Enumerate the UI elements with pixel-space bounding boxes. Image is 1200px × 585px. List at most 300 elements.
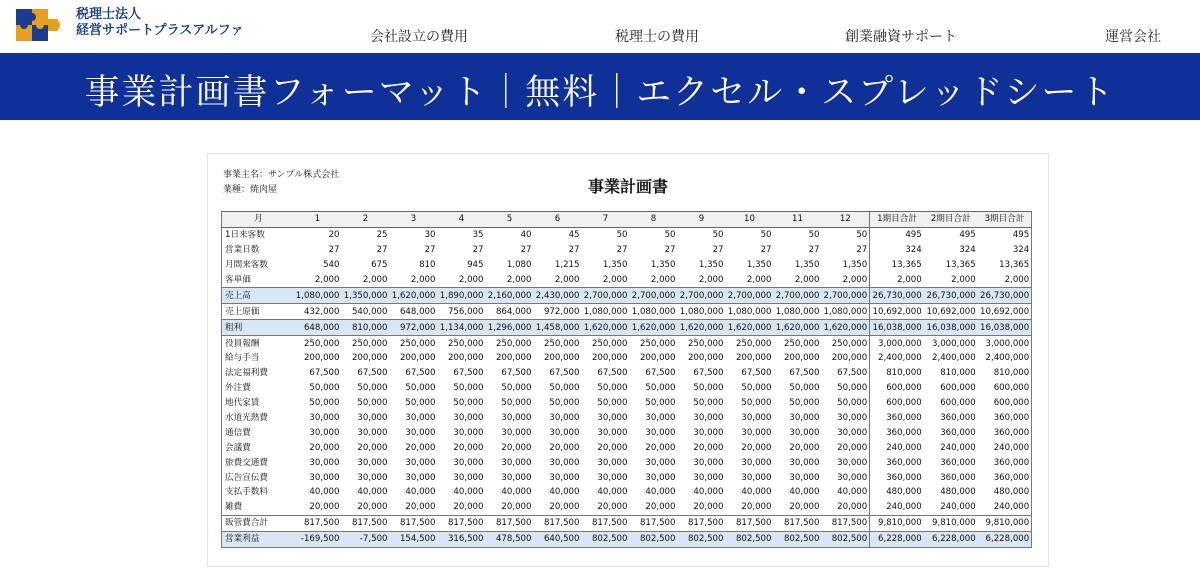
row-label: 会議費 bbox=[225, 442, 251, 453]
table-cell: 6,228,000 bbox=[870, 531, 924, 547]
table-cell: 648,000 bbox=[399, 306, 436, 317]
table-cell: 2,700,000 bbox=[630, 288, 678, 304]
table-cell: 26,730,000 bbox=[870, 288, 924, 304]
table-cell: 50,000 bbox=[741, 383, 772, 394]
row-label: 地代家賃 bbox=[225, 398, 260, 409]
table-cell: 30,000 bbox=[837, 413, 868, 424]
owner-name: 事業主名：サンプル株式会社 bbox=[223, 170, 340, 180]
table-cell: 600,000 bbox=[940, 383, 976, 394]
table-cell: 802,500 bbox=[774, 531, 822, 547]
table-cell: 50,000 bbox=[837, 383, 868, 394]
table-cell: 2,000 bbox=[362, 275, 388, 285]
table-cell: 50,000 bbox=[789, 383, 820, 394]
table-cell: 40,000 bbox=[645, 487, 676, 498]
table-cell: 30,000 bbox=[789, 427, 820, 438]
table-cell: 1,620,000 bbox=[630, 320, 678, 336]
table-cell: 1,080,000 bbox=[294, 288, 342, 304]
table-cell: 30,000 bbox=[501, 427, 532, 438]
table-cell: 810,000 bbox=[993, 368, 1030, 379]
table-cell: 16,038,000 bbox=[978, 320, 1032, 336]
table-cell: 50 bbox=[856, 230, 868, 241]
table-row bbox=[222, 531, 1032, 547]
table-cell: 20 bbox=[328, 230, 340, 241]
table-cell: 30,000 bbox=[789, 472, 820, 483]
table-cell: 50,000 bbox=[597, 398, 628, 409]
table-cell: 817,500 bbox=[774, 515, 822, 531]
table-cell: 240,000 bbox=[870, 500, 924, 515]
table-cell: 495 bbox=[870, 227, 924, 242]
table-cell: 40,000 bbox=[789, 487, 820, 498]
table-cell: 200,000 bbox=[783, 353, 820, 364]
table-cell: 30,000 bbox=[693, 472, 724, 483]
table-cell: 1,620,000 bbox=[678, 320, 726, 336]
table-cell: 1,080,000 bbox=[727, 306, 772, 317]
table-cell: 50,000 bbox=[453, 398, 484, 409]
table-cell: 30,000 bbox=[357, 427, 388, 438]
table-cell: 50 bbox=[664, 230, 676, 241]
table-cell: 30,000 bbox=[645, 413, 676, 424]
table-cell: 30,000 bbox=[741, 413, 772, 424]
table-cell: 30 bbox=[424, 230, 436, 241]
table-cell: 1,350 bbox=[698, 260, 724, 271]
table-cell: 495 bbox=[1012, 230, 1030, 241]
table-cell: 30,000 bbox=[597, 413, 628, 424]
table-cell: 40,000 bbox=[501, 487, 532, 498]
table-cell: 2,430,000 bbox=[534, 288, 582, 304]
row-label: 支払手数料 bbox=[225, 487, 268, 498]
table-header-row bbox=[222, 212, 1032, 228]
table-cell: 802,500 bbox=[726, 531, 774, 547]
table-row bbox=[222, 515, 1032, 531]
table-cell: 27 bbox=[664, 245, 676, 256]
table-cell: 20,000 bbox=[837, 442, 868, 453]
table-cell: 1,458,000 bbox=[534, 320, 582, 336]
table-cell: 2,000 bbox=[650, 275, 676, 285]
table-cell: 810,000 bbox=[870, 366, 924, 381]
table-cell: 810 bbox=[419, 260, 436, 271]
table-row bbox=[222, 273, 1032, 288]
table-cell: 360,000 bbox=[940, 472, 976, 483]
column-header: 3 bbox=[390, 212, 438, 228]
table-cell: 30,000 bbox=[693, 427, 724, 438]
table-cell: 20,000 bbox=[357, 502, 388, 513]
table-cell: 27 bbox=[760, 245, 772, 256]
table-cell: 45 bbox=[568, 230, 580, 241]
table-cell: 250,000 bbox=[303, 338, 340, 349]
table-cell: 972,000 bbox=[543, 306, 580, 317]
table-cell: 756,000 bbox=[447, 306, 484, 317]
table-cell: 250,000 bbox=[543, 338, 580, 349]
table-cell: 250,000 bbox=[735, 338, 772, 349]
table-cell: 67,500 bbox=[789, 368, 820, 379]
table-cell: 20,000 bbox=[357, 442, 388, 453]
table-cell: 200,000 bbox=[351, 353, 388, 364]
table-cell: 2,000 bbox=[1004, 275, 1030, 285]
table-cell: 40,000 bbox=[837, 487, 868, 498]
table-cell: 360,000 bbox=[940, 413, 976, 424]
row-label: 給与手当 bbox=[225, 353, 260, 364]
table-cell: 1,620,000 bbox=[390, 288, 438, 304]
table-cell: 50,000 bbox=[405, 398, 436, 409]
table-cell: 20,000 bbox=[501, 442, 532, 453]
table-cell: 50 bbox=[760, 230, 772, 241]
table-cell: 316,500 bbox=[438, 531, 486, 547]
column-header: 3期目合計 bbox=[978, 212, 1032, 228]
table-cell: 50,000 bbox=[357, 383, 388, 394]
table-cell: 30,000 bbox=[405, 472, 436, 483]
table-cell: 200,000 bbox=[591, 353, 628, 364]
table-cell: 20,000 bbox=[789, 502, 820, 513]
table-cell: 200,000 bbox=[447, 353, 484, 364]
table-cell: 20,000 bbox=[645, 442, 676, 453]
table-cell: 360,000 bbox=[870, 425, 924, 440]
table-cell: 30,000 bbox=[405, 457, 436, 468]
table-row bbox=[222, 366, 1032, 381]
column-header: 7 bbox=[582, 212, 630, 228]
table-row bbox=[222, 485, 1032, 500]
table-cell: 1,080,000 bbox=[775, 306, 820, 317]
table-cell: 30,000 bbox=[693, 413, 724, 424]
row-label: 雑費 bbox=[225, 502, 243, 513]
table-cell: 480,000 bbox=[993, 487, 1030, 498]
table-cell: 30,000 bbox=[645, 457, 676, 468]
table-cell: 30,000 bbox=[309, 457, 340, 468]
table-cell: 30,000 bbox=[357, 413, 388, 424]
table-cell: 30,000 bbox=[741, 457, 772, 468]
table-cell: 1,350 bbox=[842, 260, 868, 271]
table-cell: 30,000 bbox=[549, 413, 580, 424]
table-cell: 67,500 bbox=[837, 368, 868, 379]
table-cell: 324 bbox=[870, 243, 924, 258]
table-cell: 20,000 bbox=[741, 442, 772, 453]
table-cell: 40,000 bbox=[357, 487, 388, 498]
row-label: 営業利益 bbox=[222, 531, 294, 547]
page-banner bbox=[0, 53, 1200, 120]
site-header bbox=[0, 0, 1200, 53]
table-cell: 20,000 bbox=[453, 502, 484, 513]
table-cell: 360,000 bbox=[993, 457, 1030, 468]
table-cell: 817,500 bbox=[486, 515, 534, 531]
puzzle-logo-icon[interactable] bbox=[14, 5, 70, 45]
table-cell: 6,228,000 bbox=[978, 531, 1032, 547]
table-cell: 30,000 bbox=[453, 457, 484, 468]
table-cell: 200,000 bbox=[399, 353, 436, 364]
table-cell: 26,730,000 bbox=[924, 288, 978, 304]
table-cell: 50,000 bbox=[501, 398, 532, 409]
table-cell: 864,000 bbox=[495, 306, 532, 317]
table-cell: 30,000 bbox=[741, 472, 772, 483]
table-cell: 50,000 bbox=[357, 398, 388, 409]
table-cell: 2,700,000 bbox=[726, 288, 774, 304]
column-header: 4 bbox=[438, 212, 486, 228]
column-header: 8 bbox=[630, 212, 678, 228]
table-cell: 30,000 bbox=[501, 457, 532, 468]
table-cell: 30,000 bbox=[309, 413, 340, 424]
table-cell: 50,000 bbox=[645, 383, 676, 394]
table-cell: 2,700,000 bbox=[582, 288, 630, 304]
table-cell: 30,000 bbox=[837, 472, 868, 483]
table-cell: 1,620,000 bbox=[582, 320, 630, 336]
page-title: 事業計画書フォーマット｜無料｜エクセル・スプレッドシート bbox=[84, 73, 1116, 113]
table-cell: 30,000 bbox=[501, 413, 532, 424]
table-cell: 154,500 bbox=[390, 531, 438, 547]
table-cell: 40,000 bbox=[405, 487, 436, 498]
row-label: 客単価 bbox=[225, 275, 251, 285]
table-cell: 50,000 bbox=[645, 398, 676, 409]
table-cell: 240,000 bbox=[870, 440, 924, 455]
table-cell: 600,000 bbox=[940, 398, 976, 409]
table-cell: 67,500 bbox=[309, 368, 340, 379]
table-row bbox=[222, 336, 1032, 351]
table-cell: 27 bbox=[376, 245, 388, 256]
table-cell: 360,000 bbox=[940, 427, 976, 438]
table-cell: 30,000 bbox=[693, 457, 724, 468]
table-cell: 2,400,000 bbox=[870, 351, 924, 366]
column-header: 12 bbox=[822, 212, 870, 228]
table-row bbox=[222, 470, 1032, 485]
table-cell: 817,500 bbox=[294, 515, 342, 531]
row-label: 通信費 bbox=[225, 427, 251, 438]
table-cell: 2,400,000 bbox=[932, 353, 976, 364]
table-cell: 200,000 bbox=[543, 353, 580, 364]
table-cell: 16,038,000 bbox=[924, 320, 978, 336]
row-label: 法定福利費 bbox=[225, 368, 268, 379]
table-cell: 67,500 bbox=[501, 368, 532, 379]
table-cell: 27 bbox=[472, 245, 484, 256]
table-cell: 200,000 bbox=[639, 353, 676, 364]
nav-startup-loan-support[interactable]: 創業融資サポート bbox=[845, 29, 957, 45]
table-cell: 200,000 bbox=[303, 353, 340, 364]
column-header: 1期目合計 bbox=[870, 212, 924, 228]
nav-company-setup-cost[interactable]: 会社設立の費用 bbox=[370, 29, 468, 45]
row-label: 役員報酬 bbox=[225, 338, 260, 349]
row-label: 売上原価 bbox=[225, 306, 260, 317]
table-cell: 2,000 bbox=[698, 275, 724, 285]
table-row bbox=[222, 304, 1032, 320]
row-label: 営業日数 bbox=[225, 245, 260, 256]
table-cell: 2,000 bbox=[458, 275, 484, 285]
table-row bbox=[222, 500, 1032, 515]
table-cell: 30,000 bbox=[741, 427, 772, 438]
table-cell: 2,000 bbox=[410, 275, 436, 285]
table-cell: 30,000 bbox=[453, 427, 484, 438]
sheet-title: 事業計画書 bbox=[587, 177, 668, 196]
table-cell: 30,000 bbox=[597, 472, 628, 483]
table-cell: 50,000 bbox=[405, 383, 436, 394]
table-cell: 478,500 bbox=[486, 531, 534, 547]
table-cell: 817,500 bbox=[630, 515, 678, 531]
table-cell: 67,500 bbox=[405, 368, 436, 379]
table-cell: 2,400,000 bbox=[985, 353, 1030, 364]
table-cell: 50,000 bbox=[693, 398, 724, 409]
table-cell: 50,000 bbox=[789, 398, 820, 409]
table-cell: 3,000,000 bbox=[870, 336, 924, 351]
table-cell: 324 bbox=[1012, 245, 1030, 256]
table-cell: 50,000 bbox=[309, 398, 340, 409]
table-cell: 240,000 bbox=[940, 442, 976, 453]
table-cell: 30,000 bbox=[453, 413, 484, 424]
table-cell: 30,000 bbox=[357, 472, 388, 483]
table-cell: 67,500 bbox=[597, 368, 628, 379]
table-cell: 802,500 bbox=[582, 531, 630, 547]
table-cell: 30,000 bbox=[309, 427, 340, 438]
row-label: 1日来客数 bbox=[225, 230, 265, 241]
table-cell: 40,000 bbox=[741, 487, 772, 498]
table-cell: 2,000 bbox=[602, 275, 628, 285]
table-cell: 810,000 bbox=[342, 320, 390, 336]
table-cell: 250,000 bbox=[783, 338, 820, 349]
table-cell: 40,000 bbox=[549, 487, 580, 498]
table-cell: 27 bbox=[856, 245, 868, 256]
row-label: 販管費合計 bbox=[222, 515, 294, 531]
table-cell: 200,000 bbox=[495, 353, 532, 364]
nav-tax-accountant-cost[interactable]: 税理士の費用 bbox=[615, 29, 699, 45]
table-cell: 50 bbox=[808, 230, 820, 241]
table-cell: 50,000 bbox=[309, 383, 340, 394]
table-cell: 324 bbox=[959, 245, 976, 256]
row-label: 粗利 bbox=[222, 320, 294, 336]
table-cell: 1,080,000 bbox=[679, 306, 724, 317]
table-cell: 360,000 bbox=[870, 470, 924, 485]
table-cell: 1,890,000 bbox=[438, 288, 486, 304]
table-cell: 360,000 bbox=[940, 457, 976, 468]
table-cell: 67,500 bbox=[741, 368, 772, 379]
table-cell: 10,692,000 bbox=[926, 306, 976, 317]
table-cell: 20,000 bbox=[789, 442, 820, 453]
table-cell: 50,000 bbox=[549, 383, 580, 394]
table-cell: 2,000 bbox=[746, 275, 772, 285]
table-cell: 2,700,000 bbox=[678, 288, 726, 304]
table-cell: 13,365 bbox=[999, 260, 1030, 271]
table-cell: 50 bbox=[712, 230, 724, 241]
table-cell: 20,000 bbox=[741, 502, 772, 513]
business-plan-sheet-image bbox=[207, 153, 1049, 567]
table-cell: 27 bbox=[616, 245, 628, 256]
industry: 業種：焼肉屋 bbox=[223, 185, 278, 195]
table-cell: 2,000 bbox=[554, 275, 580, 285]
table-cell: 25 bbox=[376, 230, 388, 241]
table-cell: 30,000 bbox=[789, 457, 820, 468]
brand-line-1: 税理士法人 bbox=[76, 7, 142, 22]
table-cell: 432,000 bbox=[303, 306, 340, 317]
table-cell: 20,000 bbox=[549, 502, 580, 513]
table-cell: 817,500 bbox=[534, 515, 582, 531]
table-cell: 9,810,000 bbox=[978, 515, 1032, 531]
table-cell: 540 bbox=[323, 260, 340, 271]
table-row bbox=[222, 243, 1032, 258]
table-cell: 817,500 bbox=[582, 515, 630, 531]
table-cell: 360,000 bbox=[870, 411, 924, 426]
table-cell: 50,000 bbox=[453, 383, 484, 394]
table-cell: 2,000 bbox=[506, 275, 532, 285]
table-cell: -7,500 bbox=[342, 531, 390, 547]
table-cell: -169,500 bbox=[294, 531, 342, 547]
table-cell: 27 bbox=[712, 245, 724, 256]
table-cell: 30,000 bbox=[789, 413, 820, 424]
table-row bbox=[222, 396, 1032, 411]
table-cell: 30,000 bbox=[597, 427, 628, 438]
table-cell: 1,620,000 bbox=[726, 320, 774, 336]
table-cell: 10,692,000 bbox=[980, 306, 1030, 317]
table-cell: 250,000 bbox=[399, 338, 436, 349]
table-cell: 250,000 bbox=[591, 338, 628, 349]
table-cell: 648,000 bbox=[294, 320, 342, 336]
table-cell: 817,500 bbox=[678, 515, 726, 531]
table-cell: 27 bbox=[328, 245, 340, 256]
table-cell: 972,000 bbox=[390, 320, 438, 336]
table-cell: 30,000 bbox=[309, 472, 340, 483]
table-cell: 20,000 bbox=[501, 502, 532, 513]
table-row bbox=[222, 440, 1032, 455]
nav-operating-company[interactable]: 運営会社 bbox=[1105, 29, 1161, 45]
table-cell: 240,000 bbox=[993, 442, 1030, 453]
column-header: 2期目合計 bbox=[924, 212, 978, 228]
table-cell: 600,000 bbox=[870, 396, 924, 411]
column-header: 月 bbox=[222, 212, 294, 228]
table-cell: 20,000 bbox=[837, 502, 868, 513]
table-cell: 30,000 bbox=[501, 472, 532, 483]
column-header: 11 bbox=[774, 212, 822, 228]
brand-name[interactable] bbox=[76, 7, 243, 39]
table-cell: 945 bbox=[467, 260, 484, 271]
table-cell: 20,000 bbox=[405, 442, 436, 453]
table-cell: 27 bbox=[808, 245, 820, 256]
table-row bbox=[222, 455, 1032, 470]
table-row bbox=[222, 288, 1032, 304]
table-cell: 20,000 bbox=[597, 442, 628, 453]
table-cell: 30,000 bbox=[549, 427, 580, 438]
table-cell: 67,500 bbox=[549, 368, 580, 379]
table-cell: 2,000 bbox=[842, 275, 868, 285]
table-cell: 30,000 bbox=[357, 457, 388, 468]
table-cell: 1,350,000 bbox=[342, 288, 390, 304]
table-row bbox=[222, 425, 1032, 440]
table-cell: 1,080 bbox=[506, 260, 532, 271]
table-cell: 16,038,000 bbox=[870, 320, 924, 336]
table-row bbox=[222, 351, 1032, 366]
table-cell: 1,350 bbox=[650, 260, 676, 271]
table-cell: 20,000 bbox=[309, 442, 340, 453]
table-cell: 9,810,000 bbox=[924, 515, 978, 531]
table-cell: 817,500 bbox=[822, 515, 870, 531]
table-cell: 50 bbox=[616, 230, 628, 241]
table-cell: 802,500 bbox=[678, 531, 726, 547]
business-plan-table bbox=[221, 211, 1032, 548]
table-cell: 30,000 bbox=[405, 427, 436, 438]
table-cell: 40 bbox=[520, 230, 532, 241]
table-cell: 1,620,000 bbox=[822, 320, 870, 336]
table-cell: 1,350 bbox=[602, 260, 628, 271]
table-cell: 2,700,000 bbox=[774, 288, 822, 304]
table-cell: 20,000 bbox=[453, 442, 484, 453]
table-cell: 360,000 bbox=[993, 472, 1030, 483]
table-cell: 600,000 bbox=[993, 398, 1030, 409]
table-cell: 250,000 bbox=[639, 338, 676, 349]
column-header: 9 bbox=[678, 212, 726, 228]
row-label: 月間来客数 bbox=[225, 260, 268, 271]
table-cell: 540,000 bbox=[351, 306, 388, 317]
table-cell: 67,500 bbox=[357, 368, 388, 379]
row-label: 外注費 bbox=[225, 383, 251, 394]
table-cell: 250,000 bbox=[687, 338, 724, 349]
table-cell: 30,000 bbox=[597, 457, 628, 468]
table-row bbox=[222, 381, 1032, 396]
column-header: 1 bbox=[294, 212, 342, 228]
table-cell: 20,000 bbox=[645, 502, 676, 513]
table-cell: 1,134,000 bbox=[438, 320, 486, 336]
brand-line-2: 経営サポートプラスアルファ bbox=[76, 23, 244, 38]
table-cell: 802,500 bbox=[822, 531, 870, 547]
